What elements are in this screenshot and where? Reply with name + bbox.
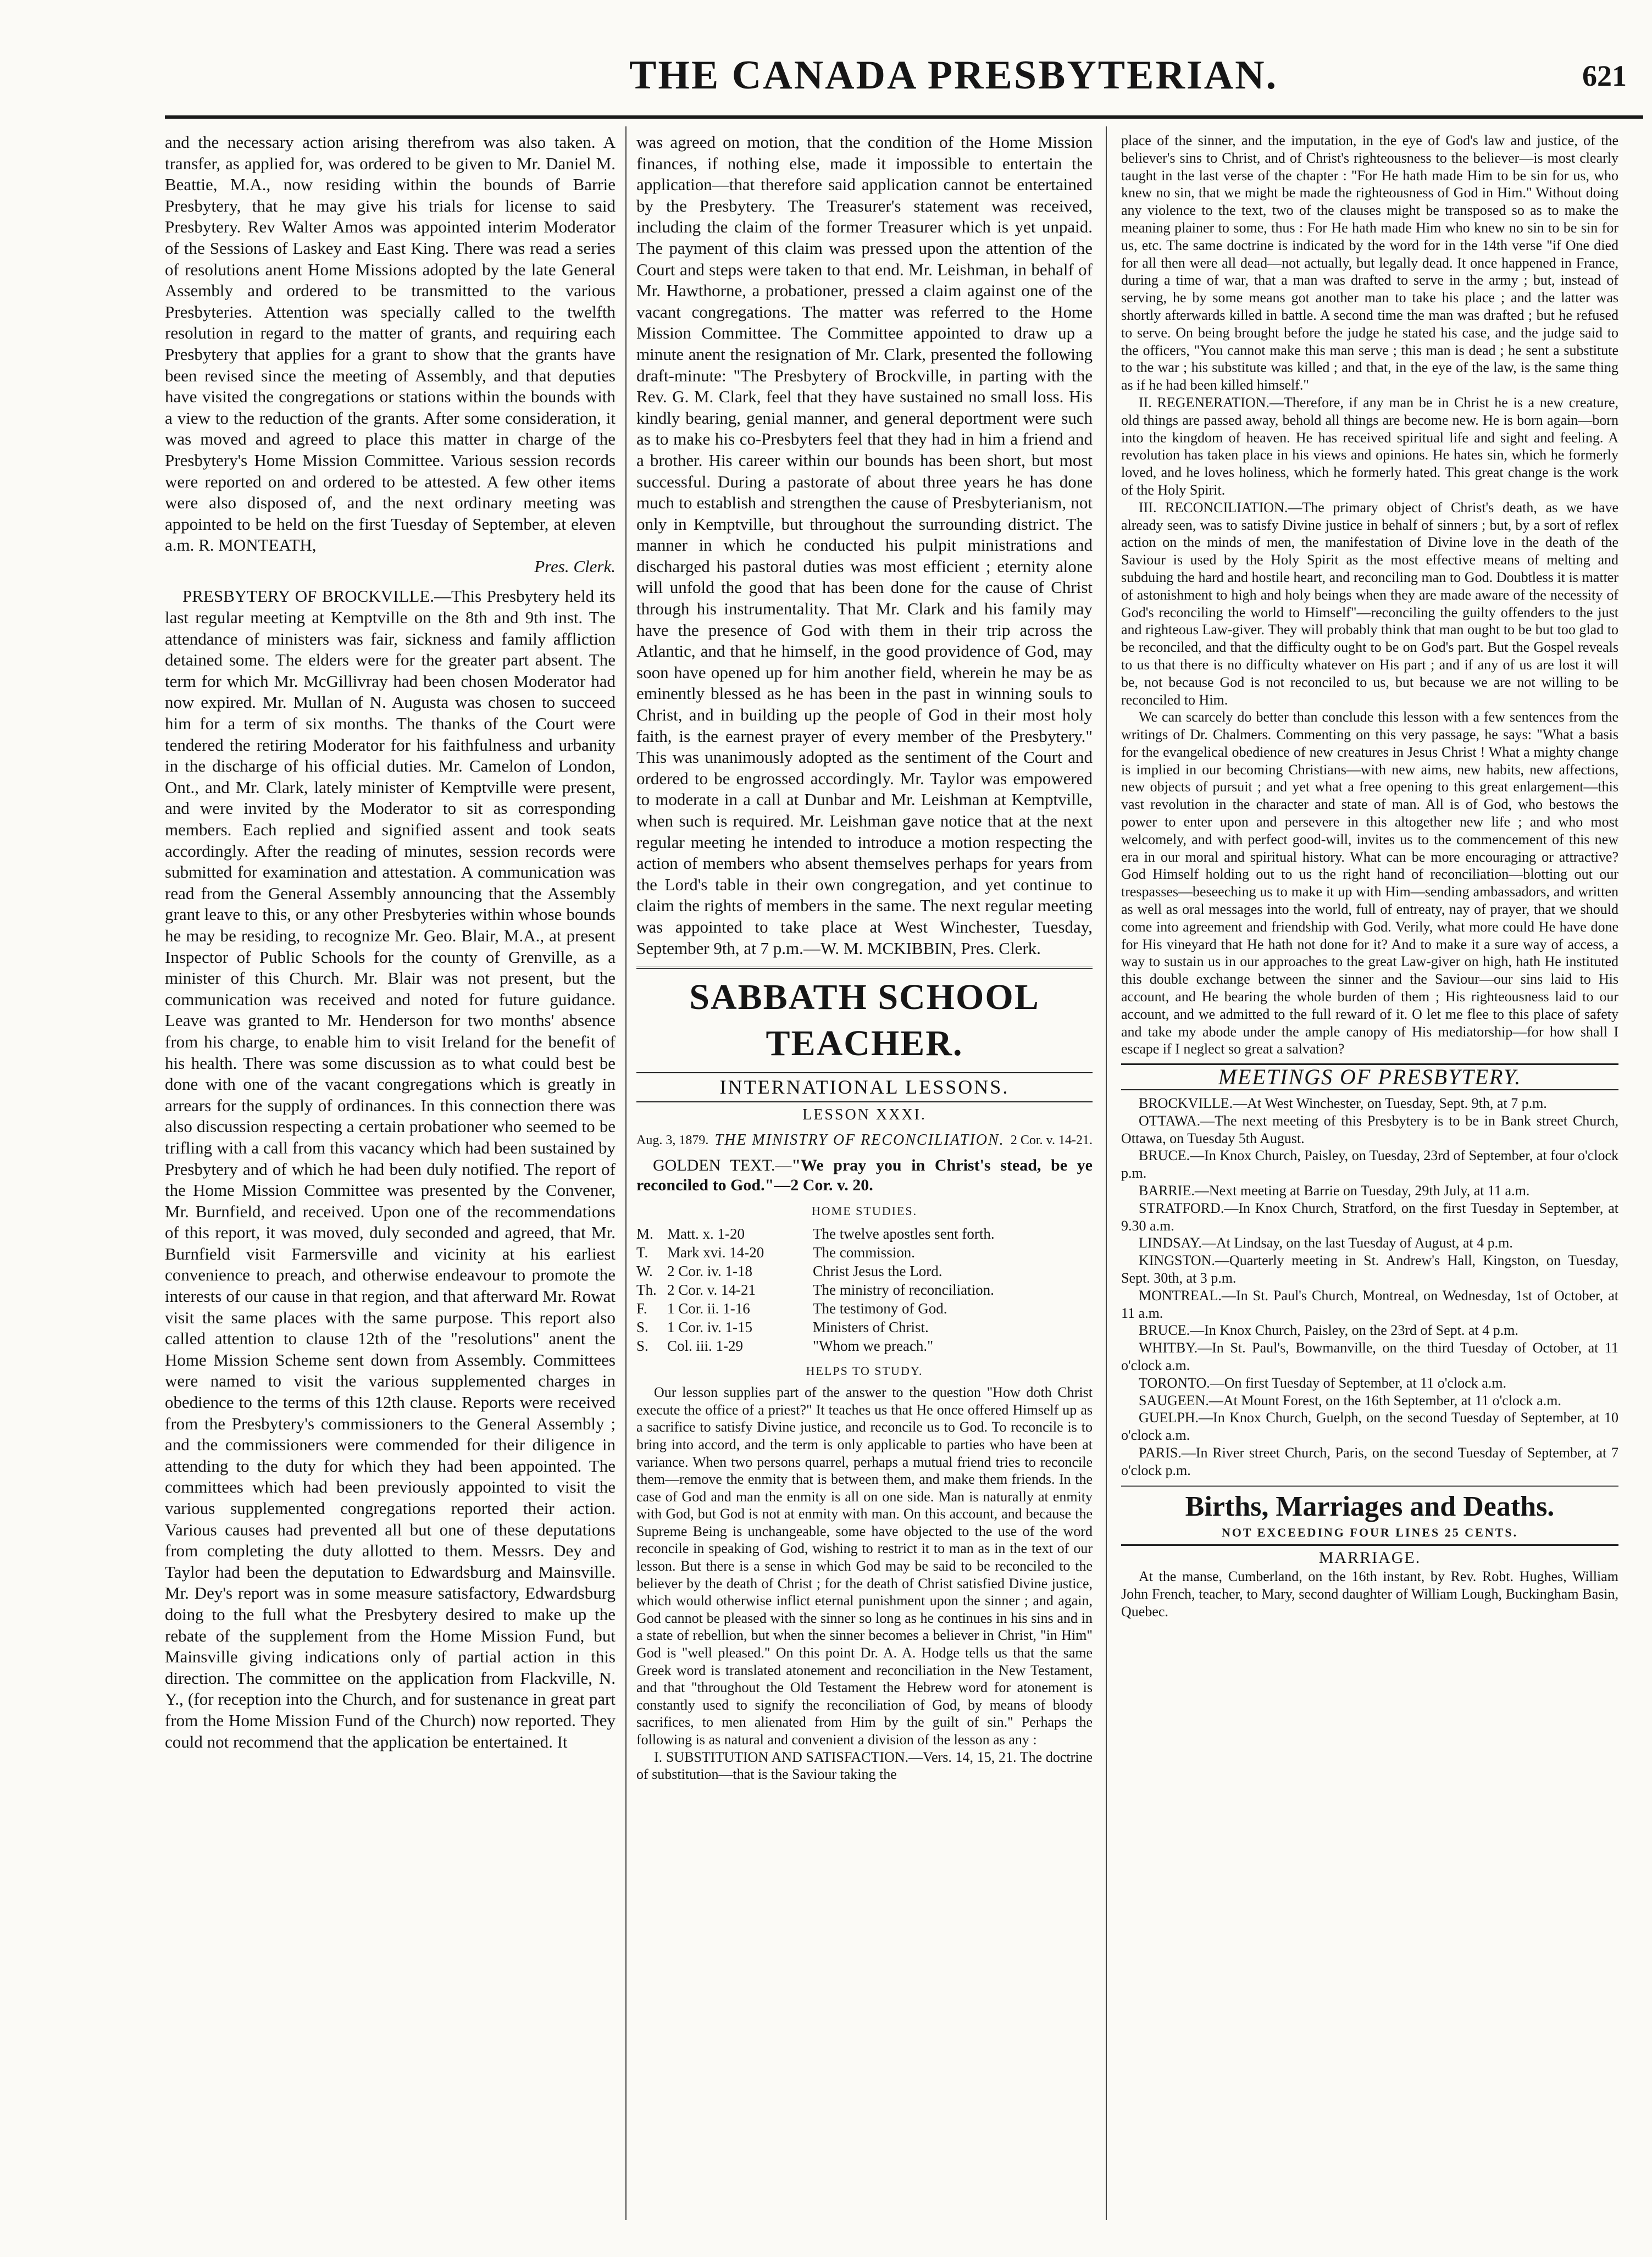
meeting-entry: BROCKVILLE.—At West Winchester, on Tuesday, Sept. 9th, at 7 p.m. (1139, 1095, 1547, 1112)
golden-text (636, 1156, 1093, 1195)
home-study-row (636, 1318, 1093, 1337)
lesson-reference: 2 Cor. v. 14-21. (1010, 1133, 1093, 1148)
home-studies-table (636, 1224, 1093, 1355)
lesson-paragraph: III. RECONCILIATION.—The primary object of Christ's death, as we have already seen, was to satisfy Divine justice in behalf of sinners ; but, by a sort of reflex action on the minds of men, the manifestation of Divine love in the death of the Saviour is used by the Holy Spirit as the most effective means of melting and subduing the hard and hostile heart, and reconciling man to God. Doubtless it is matter of astonishment to high and holy beings when they are made aware of the necessity of God's reconciling the world to Himself"—reconciling the guilty offenders to the just and righteous Law-giver. They will probably think that man ought to be but too glad to be reconciled, and that the difficulty ought to be on God's part. But the Gospel reveals to us that there is no difficulty whatever on His part ; and if any of us are lost it will be, not because God is not reconciled to us, but because we are not willing to be reconciled to Him. (1121, 499, 1618, 708)
helps-heading: HELPS TO STUDY. (806, 1363, 923, 1378)
study-day: S. (636, 1318, 648, 1335)
column-divider (1106, 126, 1107, 2220)
home-study-row (636, 1337, 1093, 1355)
bmd-rate: NOT EXCEEDING FOUR LINES 25 CENTS. (1221, 1525, 1518, 1539)
lesson-header-row (636, 1130, 1093, 1151)
column-divider (625, 126, 627, 2220)
meeting-entry: STRATFORD.—In Knox Church, Stratford, on the first Tuesday in September, at 9.30 a.m. (1121, 1200, 1618, 1234)
helps-paragraph: Our lesson supplies part of the answer to the question "How doth Christ execute the office of a priest?" It teaches us that He once offered Himself up as a sacrifice to satisfy Divine justice, and reconcile us to God. To reconcile is to bring into accord, and the term is only applicable to parties who have been at variance. When two persons quarrel, perhaps a mutual friend tries to reconcile them—remove the enmity that is between them, and make them friends. In the case of God and man the enmity is all on one side. Man is naturally at enmity with God, but God is not at enmity with man. On this account, and because the Supreme Being is unchangeable, some have objected to the use of the word reconcile in speaking of God, wishing to restrict it to man as in the text of our lesson. But there is a sense in which God may be said to be reconciled to the believer by the death of Christ ; for the death of Christ satisfied Divine justice, which would otherwise inflict eternal punishment upon the sinner ; and again, God cannot be pleased with the sinner so long as he continues in his sins and in a state of rebellion, but when the sinner becomes a believer in Christ, "in Him" God is "well pleased." On this point Dr. A. A. Hodge tells us that the same Greek word is translated atonement and reconciliation in the New Testament, and that "throughout the Old Testament the Hebrew word for atonement is constantly used to signify the reconciliation of God, by means of bloody sacrifices, to men alienated from Him by the guilt of sin." Perhaps the following is as natural and convenient a division of the lesson as any : (636, 1384, 1093, 1748)
meeting-entry: PARIS.—In River street Church, Paris, on the second Tuesday of September, at 7 o'clock p.m. (1121, 1444, 1618, 1478)
meetings-list (1121, 1095, 1618, 1479)
study-day: M. (636, 1225, 653, 1242)
meeting-entry: OTTAWA.—The next meeting of this Presbytery is to be in Bank street Church, Ottawa, on Tuesday 5th August. (1121, 1112, 1618, 1146)
article-paragraph: and the necessary action arising therefrom was also taken. A transfer, as applied for, was ordered to be given to Mr. Daniel M. Beattie, M.A., now residing within the bounds of Barrie Presbytery, that he may give his trials for license to said Presbytery. Rev Walter Amos was appointed interim Moderator of the Sessions of Laskey and East King. There was read a series of resolutions anent Home Missions adopted by the late General Assembly and ordered to be transmitted to the various Presbyteries. Attention was specially called to the twelfth resolution in regard to the matter of grants, and requiring each Presbytery that applies for a grant to show that the grants have been revised since the meeting of Assembly, and that deputies have visited the congregations or stations within the bounds with a view to the reduction of the grants. After some consideration, it was moved and agreed to place this matter in charge of the Presbytery's Home Mission Committee. Various session records were reported on and ordered to be attested. A few other items were also disposed of, and the next ordinary meeting was appointed to be held on the first Tuesday of September, at eleven a.m. R. MONTEATH, (165, 132, 616, 555)
study-reference: 2 Cor. iv. 1-18 (667, 1262, 752, 1279)
study-reference: 1 Cor. ii. 1-16 (667, 1300, 750, 1317)
page-header (165, 52, 1649, 113)
column-left (165, 132, 616, 2220)
bmd-rule (1121, 1544, 1618, 1546)
home-study-row (636, 1224, 1093, 1243)
study-topic: The testimony of God. (813, 1300, 947, 1317)
lesson-number: LESSON XXXI. (802, 1106, 927, 1123)
meeting-entry: LINDSAY.—At Lindsay, on the last Tuesday of August, at 4 p.m. (1139, 1235, 1513, 1251)
bmd-banner (1121, 1485, 1618, 1546)
meeting-entry: BRUCE.—In Knox Church, Paisley, on the 23rd of Sept. at 4 p.m. (1139, 1322, 1518, 1339)
study-day: W. (636, 1262, 653, 1279)
section-banner (636, 967, 1093, 1067)
meeting-entry: TORONTO.—On first Tuesday of September, at 11 o'clock a.m. (1139, 1374, 1506, 1391)
home-studies-heading: HOME STUDIES. (811, 1204, 918, 1218)
meeting-entry: WHITBY.—In St. Paul's, Bowmanville, on the third Tuesday of October, at 11 o'clock a.m. (1121, 1340, 1618, 1373)
lesson-paragraph: place of the sinner, and the imputation, in the eye of God's law and justice, of the believer's sins to Christ, and of Christ's righteousness to the believer—is most clearly taught in the last verse of the chapter : "For He hath made Him to be sin for us, who knew no sin, that we might be made the righteousness of God in Him." Without doing any violence to the text, two of the clauses might be transposed so as to make the meaning plainer to some, thus : For He hath made Him who knew no sin to be sin for us, etc. The same doctrine is indicated by the word for in the 14th verse "if One died for all then were all dead—not actually, but legally dead. It once happened in France, during a time of war, that a man was drafted to serve in the army ; but, instead of serving, he by some means got another man to take his place ; and the latter was shortly afterwards killed in battle. A second time the man was drafted ; but he refused to serve. On being brought before the judge he stated his case, and the judge said to the officers, "You cannot make this man serve ; this man is dead ; he sent a substitute to the war ; his substitute was killed ; and that, in the eye of the law, is the same thing as if he had been killed himself." (1121, 132, 1618, 393)
helps-paragraph: I. SUBSTITUTION AND SATISFACTION.—Vers. 14, 15, 21. The doctrine of substitution—that is the Saviour taking the (636, 1749, 1093, 1783)
page-number: 621 (1582, 59, 1627, 92)
lessons-heading: INTERNATIONAL LESSONS. (636, 1072, 1093, 1102)
home-study-row (636, 1243, 1093, 1262)
marriage-notice: At the manse, Cumberland, on the 16th instant, by Rev. Robt. Hughes, William John French, teacher, to Mary, second daughter of William Lough, Buckingham Basin, Quebec. (1121, 1568, 1618, 1620)
home-study-row (636, 1299, 1093, 1318)
study-topic: "Whom we preach." (813, 1337, 934, 1354)
study-reference: Matt. x. 1-20 (667, 1225, 745, 1242)
meeting-entry: SAUGEEN.—At Mount Forest, on the 16th September, at 11 o'clock a.m. (1139, 1392, 1561, 1408)
marriage-heading: MARRIAGE. (1318, 1549, 1421, 1567)
home-study-row (636, 1262, 1093, 1280)
bmd-title: Births, Marriages and Deaths. (1185, 1490, 1555, 1522)
study-day: T. (636, 1244, 648, 1261)
study-reference: 1 Cor. iv. 1-15 (667, 1318, 752, 1335)
lesson-paragraph: We can scarcely do better than conclude this lesson with a few sentences from the writings of Dr. Chalmers. Commenting on this very passage, he says: "What a basis for the evangelical obedience of new creatures in Jesus Christ ! What a mighty change is implied in our becoming Christians—with new aims, new habits, new affections, new objects of pursuit ; and yet what a free opening to this great enlargement—this vast revolution in the character and state of man. All is of God, who bestows the power to enter upon and persevere in this altogether new life ; and who most welcomely, and with perfect good-will, invites us to the commencement of this new era in our moral and spiritual history. What can be more encouraging or attractive? God Himself holding out to us the right hand of reconciliation—blotting out our trespasses—beseeching us to make it up with Him—sending ambassadors, and written as well as oral messages into the world, full of entreaty, nay of prayer, that we should come into agreement and friendship with God. Verily, what more could He have done for His vineyard that He hath not done for it? And to make it a sure way of access, a way to sustain us in our approaches to the great Law-giver on high, hath He instituted this double exchange between the sinner and the Saviour—our sins laid to His account, and He bearing the whole burden of them ; His righteousness laid to our account, and we admitted to the full reward of it. O let me flee to this place of safety and take my abode under the ample canopy of His mediatorship—for how shall I escape if I neglect so great a salvation? (1121, 709, 1618, 1057)
meeting-entry: GUELPH.—In Knox Church, Guelph, on the second Tuesday of September, at 10 o'clock a.m. (1121, 1410, 1618, 1444)
study-reference: 2 Cor. v. 14-21 (667, 1281, 756, 1298)
study-day: Th. (636, 1281, 657, 1298)
column-right (1121, 132, 1618, 2220)
study-topic: The ministry of reconciliation. (813, 1281, 994, 1298)
study-day: F. (636, 1300, 647, 1317)
lesson-title: THE MINISTRY OF RECONCILIATION. (714, 1132, 1005, 1149)
meeting-entry: BRUCE.—In Knox Church, Paisley, on Tuesday, 23rd of September, at four o'clock p.m. (1121, 1147, 1618, 1182)
study-reference: Mark xvi. 14-20 (667, 1244, 764, 1261)
study-reference: Col. iii. 1-29 (667, 1337, 744, 1354)
article-paragraph: was agreed on motion, that the condition of the Home Mission finances, if nothing else, made it impossible to entertain the application—that therefore said application cannot be entertained by the Presbytery. The Treasurer's statement was received, including the claim of the former Treasurer which is yet unpaid. The payment of this claim was pressed upon the attention of the Court and steps were taken to that end. Mr. Leishman, in behalf of Mr. Hawthorne, a probationer, pressed a claim against one of the vacant congregations. The matter was referred to the Home Mission Committee. The Committee appointed to draw up a minute anent the resignation of Mr. Clark, presented the following draft-minute: "The Presbytery of Brockville, in parting with the Rev. G. M. Clark, feel that they have sustained no small loss. His kindly bearing, genial manner, and general deportment were such as to make his co-Presbyters feel that they had in him a friend and a brother. His career within our bounds has been short, but most successful. During a pastorate of about three years he has done much to establish and strengthen the cause of Presbyterianism, not only in Kemptville, but throughout the surrounding district. The manner in which he conducted his pulpit ministrations and discharged his pastoral duties was most efficient ; eternity alone will unfold the good that has been done for the cause of Christ through his instrumentality. That Mr. Clark and his family may have the presence of God with them in their trip across the Atlantic, and that he himself, in the good providence of God, may soon have opened up for him another field, wherein he may be as eminently blessed as he has been in the past in winning souls to Christ, and in building up the people of God in their most holy faith, is the earnest prayer of every member of the Presbytery." This was unanimously adopted as the sentiment of the Court and ordered to be engrossed accordingly. Mr. Taylor was empowered to moderate in a call at Dunbar and Mr. Leishman at Kemptville, when such is required. Mr. Leishman gave notice that at the next regular meeting he intended to introduce a motion respecting the action of members who absent themselves perhaps for years from the Lord's table in their own congregation, and yet continue to claim the rights of members in the same. The next regular meeting was appointed to take place at West Winchester, Tuesday, September 9th, at 7 p.m.—W. M. MCKIBBIN, Pres. Clerk. (636, 132, 1093, 958)
signature: Pres. Clerk. (534, 556, 616, 576)
lesson-date: Aug. 3, 1879. (636, 1133, 709, 1148)
golden-text-body: "We pray you in Christ's stead, be ye reconciled to God."—2 Cor. v. 20. (636, 1156, 1093, 1194)
meetings-heading: MEETINGS OF PRESBYTERY. (1121, 1063, 1618, 1090)
study-topic: The commission. (813, 1244, 915, 1261)
study-topic: Ministers of Christ. (813, 1318, 929, 1335)
column-middle (636, 132, 1093, 2220)
section-title: SABBATH SCHOOL TEACHER. (689, 977, 1040, 1064)
masthead-title: THE CANADA PRESBYTERIAN. (629, 53, 1278, 98)
lesson-paragraph: II. REGENERATION.—Therefore, if any man be in Christ he is a new creature, old things are passed away, behold all things are become new. He is born again—born into the kingdom of heaven. He has received spiritual life and sight and feeling. A revolution has taken place in his views and opinions. He hates sin, which he formerly loved, and he loves holiness, which he formerly hated. This great change is the work of the Holy Spirit. (1121, 394, 1618, 498)
home-study-row (636, 1280, 1093, 1299)
golden-text-label: GOLDEN TEXT.— (653, 1156, 792, 1174)
study-topic: The twelve apostles sent forth. (813, 1225, 995, 1242)
article-paragraph: PRESBYTERY OF BROCKVILLE.—This Presbytery held its last regular meeting at Kemptville on the 8th and 9th inst. The attendance of ministers was fair, sickness and family affliction detained some. The elders were for the greater part absent. The term for which Mr. McGillivray had been chosen Moderator had now expired. Mr. Mullan of N. Augusta was chosen to succeed him for a term of six months. The thanks of the Court were tendered the retiring Moderator for his faithfulness and urbanity in the discharge of his official duties. Mr. Camelon of London, Ont., and Mr. Clark, lately minister of Kemptville were present, and were invited by the Moderator to sit as corresponding members. Each replied and signified assent and took seats accordingly. After the reading of minutes, session records were submitted for examination and attestation. A communication was read from the General Assembly announcing that the Assembly grant leave to this, or any other Presbyteries within whose bounds he may be residing, to recognize Mr. Geo. Blair, M.A., at present Inspector of Public Schools for the county of Grenville, as a minister of this Church. Mr. Blair was not present, but the communication was received and noted for future guidance. Leave was granted to Mr. Henderson for two months' absence from his charge, to enable him to visit Ireland for the benefit of his health. There was some discussion as to what could best be done with one of the vacant congregations which is greatly in arrears for the supply of ordinances. In this connection there was also discussion respecting a certain probationer who seemed to be trifling with a call from this vacancy which had been sustained by Presbytery and of which he had been duly notified. The report of the Home Mission Committee was presented by the Convener, Mr. Burnfield, and received. Upon one of the recommendations of this report, it was moved, duly seconded and agreed, that Mr. Burnfield visit Farmersville and vicinity at his earliest convenience to preach, and otherwise endeavour to promote the interests of our cause in that region, and that afterward Mr. Rowat visit the same places with the same purpose. This report also called attention to clause 12th of the "resolutions" anent the Home Mission Scheme sent down from Assembly. Committees were named to visit the various supplemented charges in obedience to the terms of this 12th clause. Reports were received from the Presbytery's commissioners to the General Assembly ; and the commissioners were commended for their diligence in attending to the duty for which they had been appointed. The committees which had been previously appointed to visit the various supplemented congregations reported their action. Various causes had prevented all but one of these deputations from completing the duty allotted to them. Messrs. Dey and Taylor had been the deputation to Edwardsburg and Mainsville. Mr. Dey's report was in some measure satisfactory, Edwardsburg doing to the full what the Presbytery desired to make up the rebate of the supplement from the Home Mission Fund, but Mainsville giving indications only of partial action in this direction. The committee on the application from Flackville, N. Y., (for reception into the Church, and for sustenance in great part from the Home Mission Fund of the Church) now reported. They could not recommend that the application be entertained. It (165, 586, 616, 1751)
meeting-entry: BARRIE.—Next meeting at Barrie on Tuesday, 29th July, at 11 a.m. (1139, 1183, 1530, 1199)
meeting-entry: KINGSTON.—Quarterly meeting in St. Andrew's Hall, Kingston, on Tuesday, Sept. 30th, at 3 p.m. (1121, 1252, 1618, 1286)
meeting-entry: MONTREAL.—In St. Paul's Church, Montreal, on Wednesday, 1st of October, at 11 a.m. (1121, 1287, 1618, 1321)
header-rule (165, 115, 1643, 119)
study-day: S. (636, 1337, 648, 1354)
study-topic: Christ Jesus the Lord. (813, 1262, 943, 1279)
